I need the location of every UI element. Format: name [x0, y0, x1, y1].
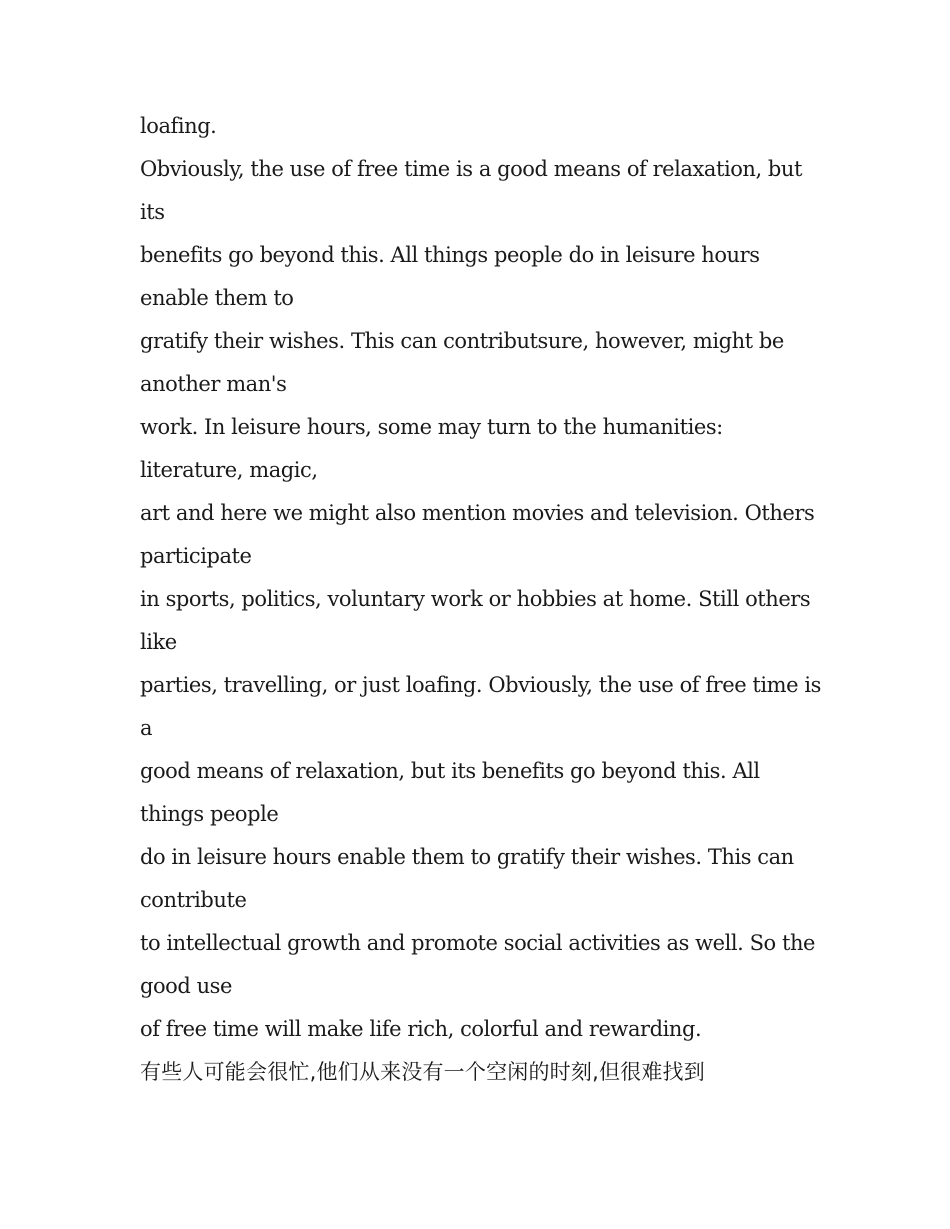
text-line: parties, travelling, or just loafing. Obviously, the use of free time is [140, 673, 821, 697]
text-line: work. In leisure hours, some may turn to the humanities: [140, 415, 723, 439]
text-line: another man's [140, 372, 287, 396]
chinese-text-line: 有些人可能会很忙,他们从来没有一个空闲的时刻,但很难找到 [140, 1060, 705, 1084]
text-line: like [140, 630, 177, 654]
text-line: do in leisure hours enable them to gratify their wishes. This can [140, 845, 794, 869]
text-line: to intellectual growth and promote social activities as well. So the [140, 931, 816, 955]
text-line: in sports, politics, voluntary work or hobbies at home. Still others [140, 587, 811, 611]
text-line: Obviously, the use of free time is a good means of relaxation, but [140, 157, 802, 181]
text-line: literature, magic, [140, 458, 318, 482]
text-line: contribute [140, 888, 247, 912]
text-line: gratify their wishes. This can contributsure, however, might be [140, 329, 784, 353]
text-line: things people [140, 802, 279, 826]
text-line: participate [140, 544, 252, 568]
text-line: enable them to [140, 286, 294, 310]
text-line: benefits go beyond this. All things people do in leisure hours [140, 243, 760, 267]
text-line: good means of relaxation, but its benefits go beyond this. All [140, 759, 760, 783]
text-line: good use [140, 974, 232, 998]
text-line: of free time will make life rich, colorful and rewarding. [140, 1017, 702, 1041]
body-text [140, 105, 820, 1094]
text-line: a [140, 716, 153, 740]
text-line: art and here we might also mention movies and television. Others [140, 501, 815, 525]
text-line: its [140, 200, 165, 224]
text-line: loafing. [140, 114, 217, 138]
